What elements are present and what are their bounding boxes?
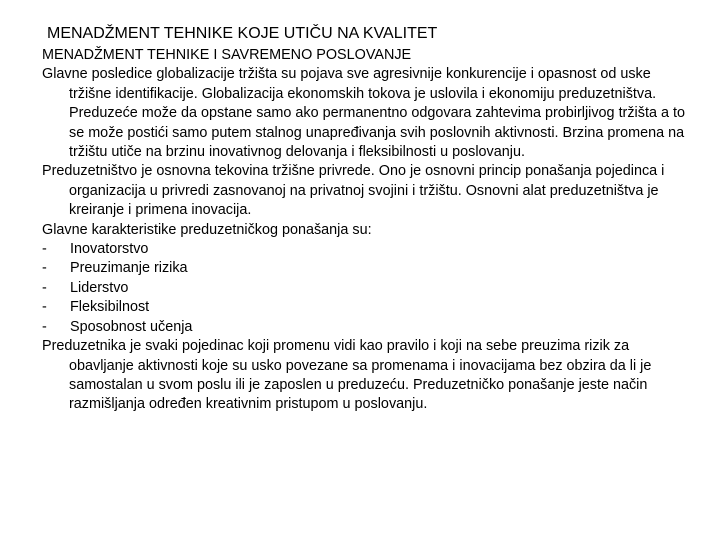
characteristics-list	[42, 240, 692, 337]
bullet-dash: -	[42, 260, 47, 277]
paragraph-entrepreneur-definition: Preduzetnika je svaki pojedinac koji promenu vidi kao pravilo i koji na sebe preuzima rizik za obavljanje aktivnosti koje su usko povezane sa promenama i inovacijama bez obzira da li je samostalan u svom poslu ili je zaposlen u preduzeću. Preduzetničko ponašanje jeste način razmišljanja određen kreativnim pristupom u poslovanju.	[42, 338, 652, 413]
list-item	[42, 259, 692, 278]
bullet-dash: -	[42, 279, 47, 296]
paragraph-entrepreneurship: Preduzetništvo je osnovna tekovina tržišne privrede. Ono je osnovni princip ponašanja pojedinca i organizacija u privredi zasnovanoj na privatnoj svojini i tržištu. Osnovni alat preduzetništva je kreiranje i primena inovacija.	[42, 163, 665, 219]
list-item	[42, 298, 692, 317]
list-item-text: Fleksibilnost	[70, 299, 150, 316]
list-item-text: Liderstvo	[70, 279, 129, 296]
list-item-text: Sposobnost učenja	[70, 318, 193, 335]
paragraph-characteristics-intro: Glavne karakteristike preduzetničkog ponašanja su:	[42, 221, 372, 238]
bullet-dash: -	[42, 318, 47, 335]
slide-title: MENADŽMENT TEHNIKE KOJE UTIČU NA KVALITET	[47, 25, 438, 42]
slide-content	[42, 46, 692, 415]
bullet-dash: -	[42, 241, 47, 258]
list-item	[42, 279, 692, 298]
list-item-text: Inovatorstvo	[70, 241, 149, 258]
list-item-text: Preuzimanje rizika	[70, 260, 188, 277]
bullet-dash: -	[42, 299, 47, 316]
slide-subtitle: MENADŽMENT TEHNIKE I SAVREMENO POSLOVANJE	[42, 47, 412, 63]
list-item	[42, 318, 692, 337]
paragraph-globalization: Glavne posledice globalizacije tržišta su pojava sve agresivnije konkurencije i opasnost od uske tržišne identifikacije. Globalizacija ekonomskih tokova je uslovila i ekonomiju preduzetništva. Preduzeće može da opstane samo ako permanentno odgovara zahtevima probirljivog tržišta a to se može postići samo putem stalnog unapređivanja svih poslovnih aktivnosti. Brzina promena na tržištu utiče na brzinu inovativnog delovanja i fleksibilnosti u poslovanju.	[42, 66, 685, 161]
list-item	[42, 240, 692, 259]
